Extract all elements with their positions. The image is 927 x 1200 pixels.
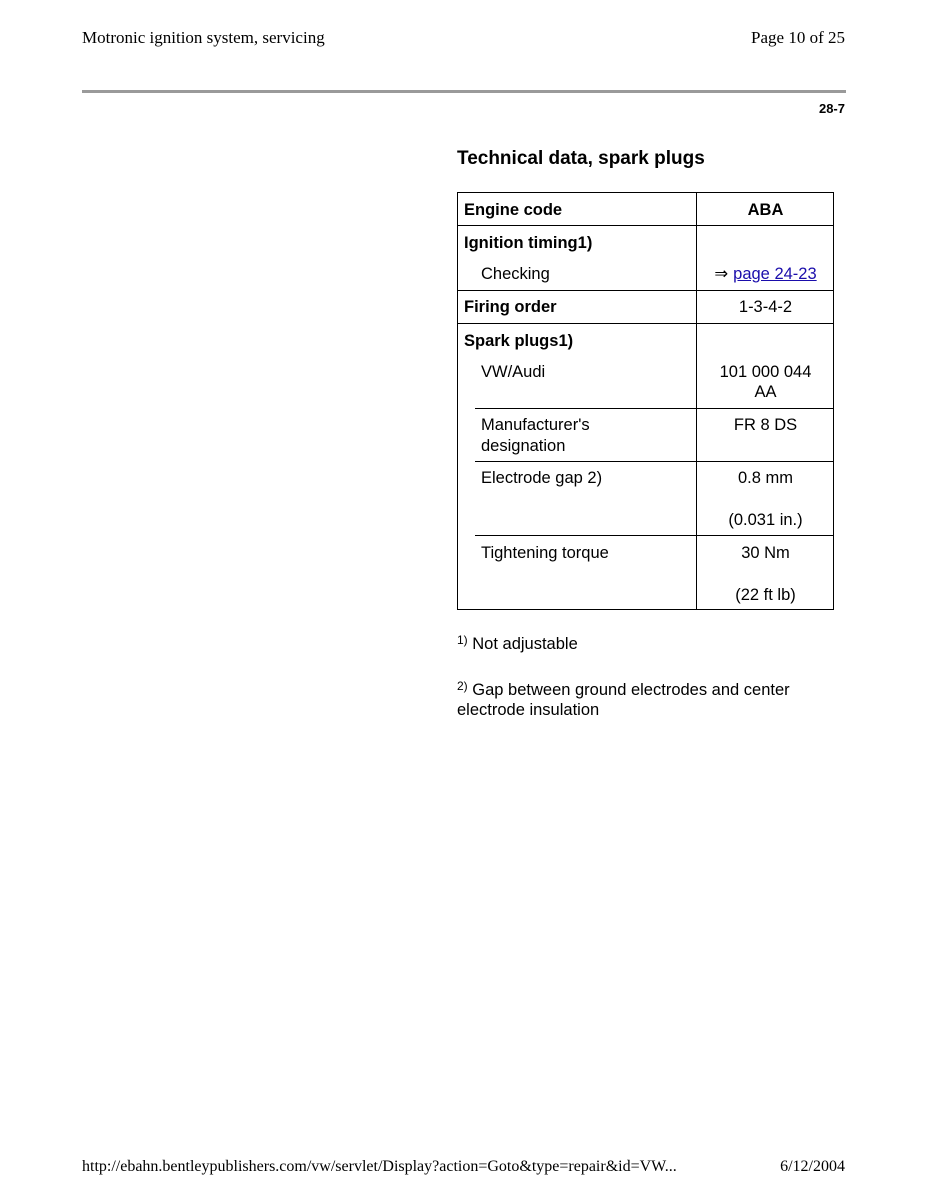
- electrode-gap-metric: 0.8 mm: [737, 469, 793, 487]
- footnote-1: [457, 634, 837, 654]
- table-row-divider: [458, 323, 833, 324]
- table-header-aba: ABA: [747, 201, 784, 219]
- vw-audi-part-suffix: AA: [754, 383, 777, 401]
- footnote-2-text-line2: electrode insulation: [457, 701, 600, 719]
- checking-value: [697, 264, 834, 284]
- tightening-torque-label: Tightening torque: [481, 544, 609, 562]
- footnote-2: [457, 680, 837, 720]
- firing-order-value: 1-3-4-2: [738, 298, 793, 316]
- checking-label: Checking: [481, 265, 550, 283]
- manufacturer-label: Manufacturer's: [481, 416, 590, 434]
- table-row-divider: [475, 461, 833, 462]
- arrow-right-icon: ⇒: [714, 265, 729, 283]
- manufacturer-designation-value: FR 8 DS: [733, 416, 798, 434]
- electrode-gap-label: Electrode gap 2): [481, 469, 603, 487]
- page-24-23-link[interactable]: page 24-23: [733, 265, 817, 283]
- table-row-divider: [458, 290, 833, 291]
- spec-table: [457, 192, 834, 610]
- vw-audi-part-number: 101 000 044: [719, 363, 812, 381]
- page-title: Technical data, spark plugs: [457, 148, 705, 169]
- table-row-divider: [475, 535, 833, 536]
- section-number: 28-7: [818, 101, 845, 116]
- table-row-divider: [475, 408, 833, 409]
- header-divider: [82, 90, 846, 93]
- footer-url: http://ebahn.bentleypublishers.com/vw/servlet/Display?action=Goto&type=repair&id=VW...: [82, 1158, 677, 1175]
- ignition-timing-label: Ignition timing1): [464, 234, 593, 252]
- header-page-number: Page 10 of 25: [751, 28, 845, 47]
- vw-audi-label: VW/Audi: [481, 363, 546, 381]
- footnote-2-marker: 2): [457, 679, 468, 693]
- table-header-engine-code: Engine code: [464, 201, 563, 219]
- footnote-1-marker: 1): [457, 633, 468, 647]
- header-title: Motronic ignition system, servicing: [82, 28, 325, 47]
- footnote-1-text: Not adjustable: [472, 635, 578, 653]
- table-row-divider: [458, 225, 833, 226]
- spark-plugs-label: Spark plugs1): [464, 332, 574, 350]
- firing-order-label: Firing order: [464, 298, 557, 316]
- tightening-torque-imperial: (22 ft lb): [735, 586, 796, 604]
- footnote-2-text-line1: Gap between ground electrodes and center: [472, 681, 790, 699]
- designation-label: designation: [481, 437, 566, 455]
- tightening-torque-metric: 30 Nm: [741, 544, 790, 562]
- footer-date: 6/12/2004: [780, 1158, 845, 1175]
- electrode-gap-imperial: (0.031 in.): [728, 511, 803, 529]
